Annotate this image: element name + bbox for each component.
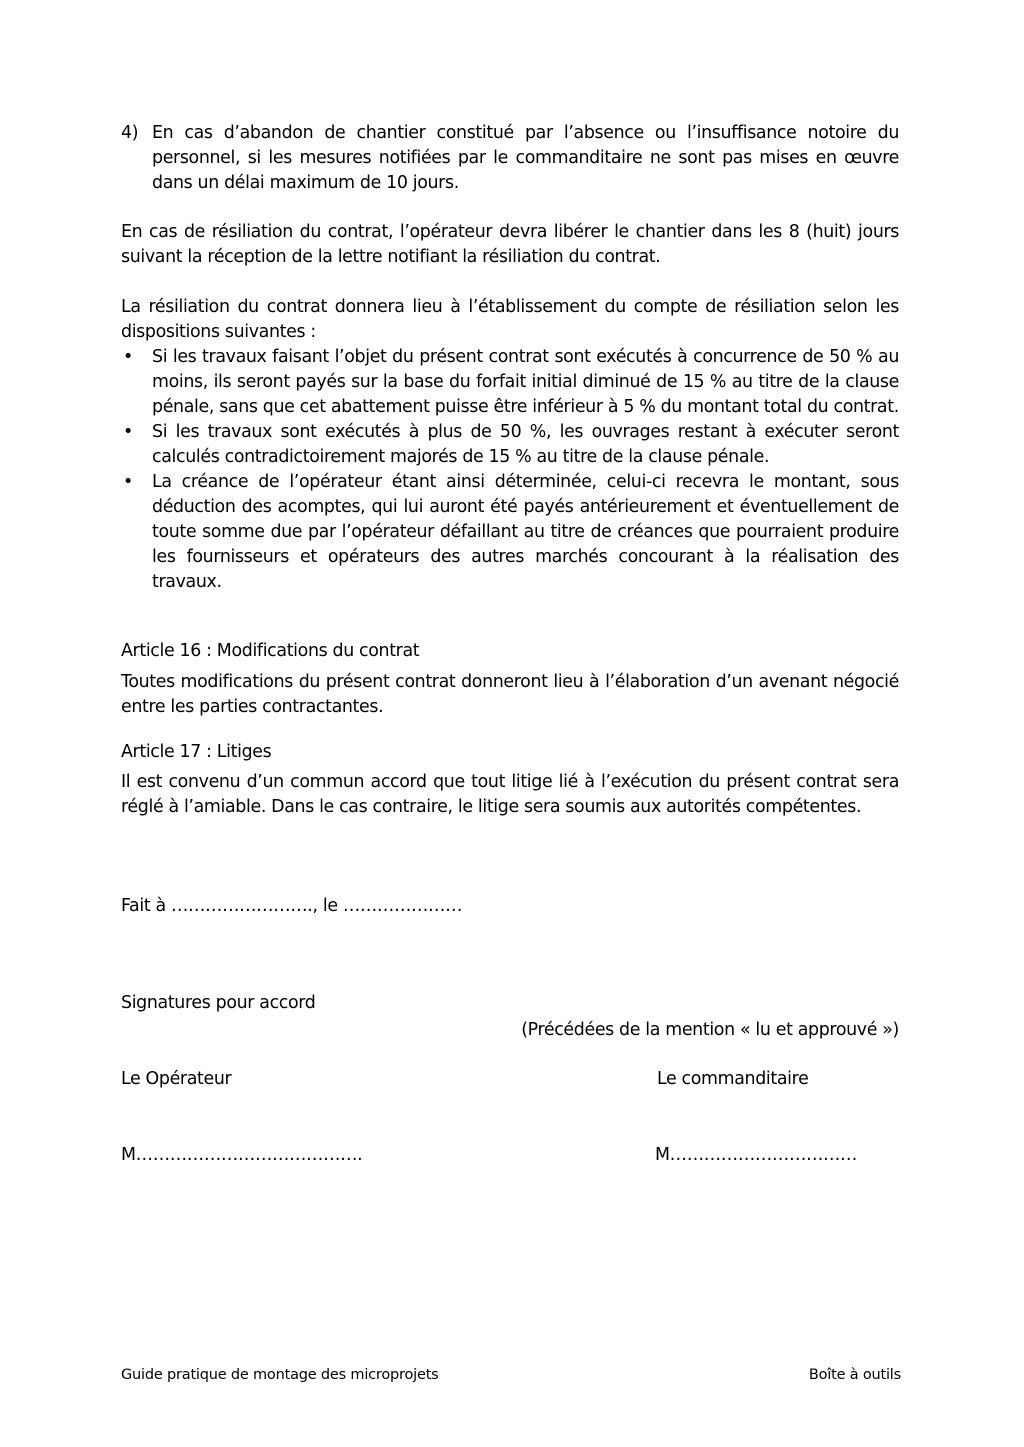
right-signature-line: M…………………………… (655, 1145, 858, 1165)
footer-left: Guide pratique de montage des microprojets (121, 1367, 439, 1383)
signatures-title: Signatures pour accord (121, 993, 316, 1013)
article-16-heading: Article 16 : Modifications du contrat (121, 641, 420, 661)
footer-right: Boîte à outils (808, 1367, 901, 1383)
article-17-heading: Article 17 : Litiges (121, 742, 272, 762)
paragraph-liberation: En cas de résiliation du contrat, l’opérateur devra libérer le chantier dans les 8 (huit) jours suivant la réception de la lettre notifiant la résiliation du contrat. (121, 222, 899, 267)
bullet-icon: • (123, 347, 133, 367)
left-party-label: Le Opérateur (121, 1069, 232, 1089)
fait-a-line: Fait à ……………………., le ………………… (121, 896, 463, 916)
resiliation-bullet-list (121, 345, 899, 595)
signatures-mention: (Précédées de la mention « lu et approuvé ») (521, 1020, 899, 1040)
item-4-number: 4) (121, 123, 139, 143)
right-party-label: Le commanditaire (657, 1069, 809, 1089)
article-17-text: Il est convenu d’un commun accord que tout litige lié à l’exécution du présent contrat sera réglé à l’amiable. Dans le cas contraire, le litige sera soumis aux autorités compétentes. (121, 772, 899, 817)
item-4 (121, 121, 899, 196)
list-item: • Si les travaux faisant l’objet du présent contrat sont exécutés à concurrence de 50 % au moins, ils seront payés sur la base du forfait initial diminué de 15 % au titre de la clause pénale, sans que cet abattement puisse être inférieur à 5 % du montant total du contrat. (123, 347, 899, 417)
bullet-icon: • (123, 422, 133, 442)
paragraph-compte-resiliation: La résiliation du contrat donnera lieu à l’établissement du compte de résiliation selon les dispositions suivantes : • Si les travaux faisant l’objet du présent contrat sont exécutés à concurrence de 50 % au moins, ils seront payés sur la base du forfait initial diminué de 15 % au titre de la clause pénale, sans que cet abattement puisse être inférieur à 5 % du montant total du contrat. • Si les travaux sont exécutés à plus de 50 %, les ouvrages restant à exécuter seront calculés contradictoirement majorés de 15 % au titre de la clause pénale. • La créance de l’opérateur étant ainsi déterminée, celui-ci recevra le montant, sous déduction des acomptes, qui lui auront été payés antérieurement et éventuellement de toute somme due par l’opérateur défaillant au titre de créances que pourraient produire les fournisseurs et opérateurs des autres marchés concourant à la réalisation des travaux. (121, 295, 899, 595)
list-item: • Si les travaux sont exécutés à plus de 50 %, les ouvrages restant à exécuter seront calculés contradictoirement majorés de 15 % au titre de la clause pénale. (123, 422, 899, 467)
article-16-text: Toutes modifications du présent contrat donneront lieu à l’élaboration d’un avenant négocié entre les parties contractantes. (121, 672, 899, 717)
item-4-text: En cas d’abandon de chantier constitué par l’absence ou l’insuffisance notoire du personnel, si les mesures notifiées par le commanditaire ne sont pas mises en œuvre dans un délai maximum de 10 jours. (152, 123, 899, 193)
bullet-icon: • (123, 472, 133, 492)
list-item: • La créance de l’opérateur étant ainsi déterminée, celui-ci recevra le montant, sous déduction des acomptes, qui lui auront été payés antérieurement et éventuellement de toute somme due par l’opérateur défaillant au titre de créances que pourraient produire les fournisseurs et opérateurs des autres marchés concourant à la réalisation des travaux. (123, 472, 899, 592)
left-signature-line: M…………………………………. (121, 1145, 363, 1165)
